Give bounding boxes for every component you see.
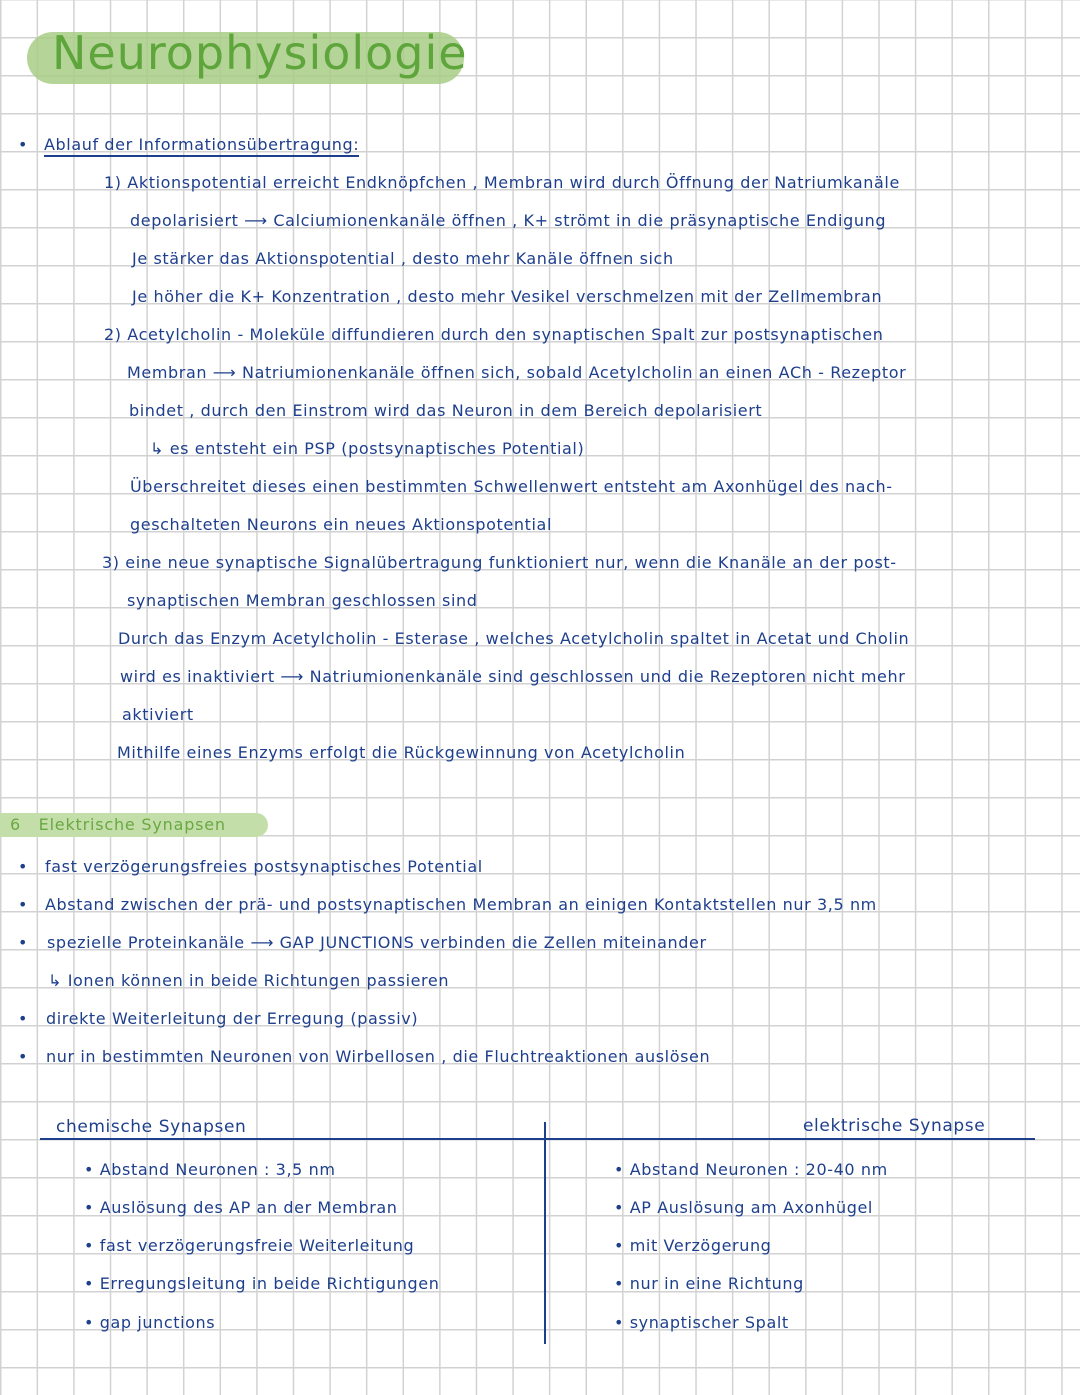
text-line: Membran ⟶ Natriumionenkanäle öffnen sich, sobald Acetylcholin an einen ACh - Rezeptor (127, 363, 907, 382)
table-left-item: • fast verzögerungsfreie Weiterleitung (84, 1236, 415, 1255)
table-left-item: • Auslösung des AP an der Membran (84, 1198, 398, 1217)
text-line: aktiviert (122, 705, 194, 724)
table-left-item: • Abstand Neuronen : 3,5 nm (84, 1160, 336, 1179)
text-line: 1) Aktionspotential erreicht Endknöpfchen , Membran wird durch Öffnung der Natriumkanäle (104, 173, 900, 192)
bullet: • (18, 1047, 28, 1066)
table-right-item: • nur in eine Richtung (614, 1274, 804, 1293)
text-line: geschalteten Neurons ein neues Aktionspotential (130, 515, 552, 534)
bullet-item: direkte Weiterleitung der Erregung (passiv) (46, 1009, 419, 1028)
table-left-item: • gap junctions (84, 1313, 216, 1332)
bullet-item: fast verzögerungsfreies postsynaptisches Potential (45, 857, 483, 876)
section-title: Elektrische Synapsen (38, 815, 226, 834)
text-line: wird es inaktiviert ⟶ Natriumionenkanäle sind geschlossen und die Rezeptoren nicht mehr (120, 667, 906, 686)
text-line: Je höher die K+ Konzentration , desto mehr Vesikel verschmelzen mit der Zellmembran (132, 287, 883, 306)
text-line: Je stärker das Aktionspotential , desto mehr Kanäle öffnen sich (132, 249, 674, 268)
table-left-item: • Erregungsleitung in beide Richtigungen (84, 1274, 440, 1293)
page-title: Neurophysiologie (52, 26, 468, 80)
text-line: Durch das Enzym Acetylcholin - Esterase , welches Acetylcholin spaltet in Acetat und Cholin (118, 629, 910, 648)
table-right-item: • synaptischer Spalt (614, 1313, 789, 1332)
bullet: • (18, 933, 28, 952)
text-line: depolarisiert ⟶ Calciumionenkanäle öffnen , K+ strömt in die präsynaptische Endigung (130, 211, 887, 230)
text-line: 3) eine neue synaptische Signalübertragung funktioniert nur, wenn die Knanäle an der post- (102, 553, 897, 572)
table-right-item: • AP Auslösung am Axonhügel (614, 1198, 873, 1217)
table-right-heading: elektrische Synapse (803, 1116, 986, 1136)
table-right-item: • mit Verzögerung (614, 1236, 772, 1255)
text-line: 2) Acetylcholin - Moleküle diffundieren durch den synaptischen Spalt zur postsynaptischen (104, 325, 884, 344)
text-line: Überschreitet dieses einen bestimmten Schwellenwert entsteht am Axonhügel des nach- (130, 477, 893, 496)
section-heading: Ablauf der Informationsübertragung: (44, 135, 359, 157)
text-line: bindet , durch den Einstrom wird das Neuron in dem Bereich depolarisiert (129, 401, 763, 420)
bullet: • (18, 857, 28, 876)
table-left-heading: chemische Synapsen (56, 1117, 247, 1137)
bullet-subitem: ↳ Ionen können in beide Richtungen passieren (48, 971, 450, 990)
table-vertical-divider (544, 1122, 546, 1344)
table-right-item: • Abstand Neuronen : 20-40 nm (614, 1160, 888, 1179)
text-line: ↳ es entsteht ein PSP (postsynaptisches Potential) (150, 439, 585, 458)
text-line: synaptischen Membran geschlossen sind (127, 591, 478, 610)
bullet: • (18, 1009, 28, 1028)
bullet-item: Abstand zwischen der prä- und postsynaptischen Membran an einigen Kontaktstellen nur 3,5 nm (45, 895, 877, 914)
section-heading-2 (10, 815, 226, 834)
text-line: Mithilfe eines Enzyms erfolgt die Rückgewinnung von Acetylcholin (117, 743, 686, 762)
bullet-item: spezielle Proteinkanäle ⟶ GAP JUNCTIONS verbinden die Zellen miteinander (47, 933, 707, 952)
section-number: 6 (10, 815, 21, 834)
bullet: • (18, 135, 28, 154)
table-horizontal-divider (40, 1138, 1035, 1140)
bullet-item: nur in bestimmten Neuronen von Wirbellosen , die Fluchtreaktionen auslösen (46, 1047, 711, 1066)
bullet: • (18, 895, 28, 914)
